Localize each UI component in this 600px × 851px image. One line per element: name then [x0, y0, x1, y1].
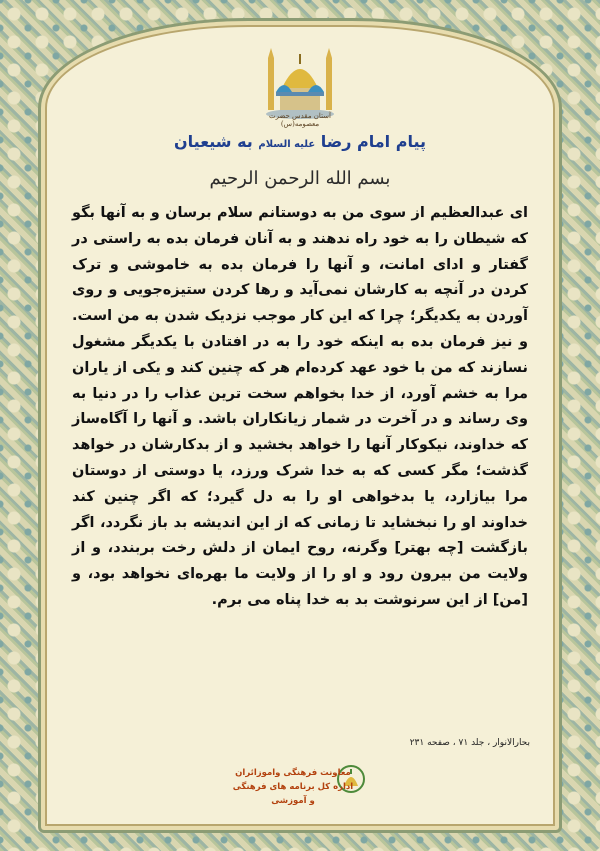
shrine-caption: آستان مقدس حضرت معصومه(س) — [268, 112, 331, 128]
footer-line-2: اداره کل برنامه های فرهنگی و آموزشی — [232, 782, 354, 806]
shrine-dome-icon — [258, 40, 342, 120]
title-end: به شیعیان — [174, 132, 253, 151]
hadith-text: ای عبدالعظیم از سوی من به دوستانم سلام برسان و به آنها بگو که شیطان را به خود راه ندهند و به آنان فرمان بده به راستی در گفتار و ادای امانت، و آنها را فرمان بده به خاموشی و ترک کردن در آنچه به کارشان نمی‌آید و رها کردن ستیزه‌جویی و روی آوردن به یکدیگر؛ چرا که این کار موجب نزدیک شدن به من است. و نیز فرمان بده به اینکه خود را به در افتادن با یکدیگر مشغول نسازند که من با خود عهد کرده‌ام هر که چنین کند و یکی از یاران مرا به خشم آورد، از خدا بخواهم سخت ترین عذاب را در دنیا به وی رساند و در آخرت در شمار زیانکاران باشد. و آنها را آگاه‌ساز که خداوند، نیکوکار آنها را خواهد بخشید و از بدکارشان در خواهد گذشت؛ مگر کسی که به خدا شرک ورزد، یا دوستی از دوستان مرا بیازارد، یا بدخواهی او را به دل گیرد؛ که اگر چنین کند خداوند او را نبخشاید تا زمانی که از این اندیشه بد باز نگردد، اگر بازگشت [چه بهتر] وگرنه، روح ایمان از دلش رخت بربندد، و از ولایت من بیرون رود و او را از ولایت ما بهره‌ای نخواهد بود، و [من] از این سرنوشت بد به خدا پناه می برم. — [72, 205, 528, 608]
title-main: پیام امام رضا — [320, 132, 426, 151]
footer-organization — [0, 764, 600, 804]
basmala-calligraphy: بسم الله الرحمن الرحیم — [209, 168, 391, 189]
footer-text — [232, 766, 354, 808]
title-honorific: علیه السلام — [258, 139, 316, 150]
source-reference: بحارالانوار ، جلد ۷۱ ، صفحه ۲۳۱ — [409, 738, 530, 748]
footer-line-1: معاونت فرهنگی واموزائران — [235, 768, 351, 778]
page-title — [0, 132, 600, 151]
